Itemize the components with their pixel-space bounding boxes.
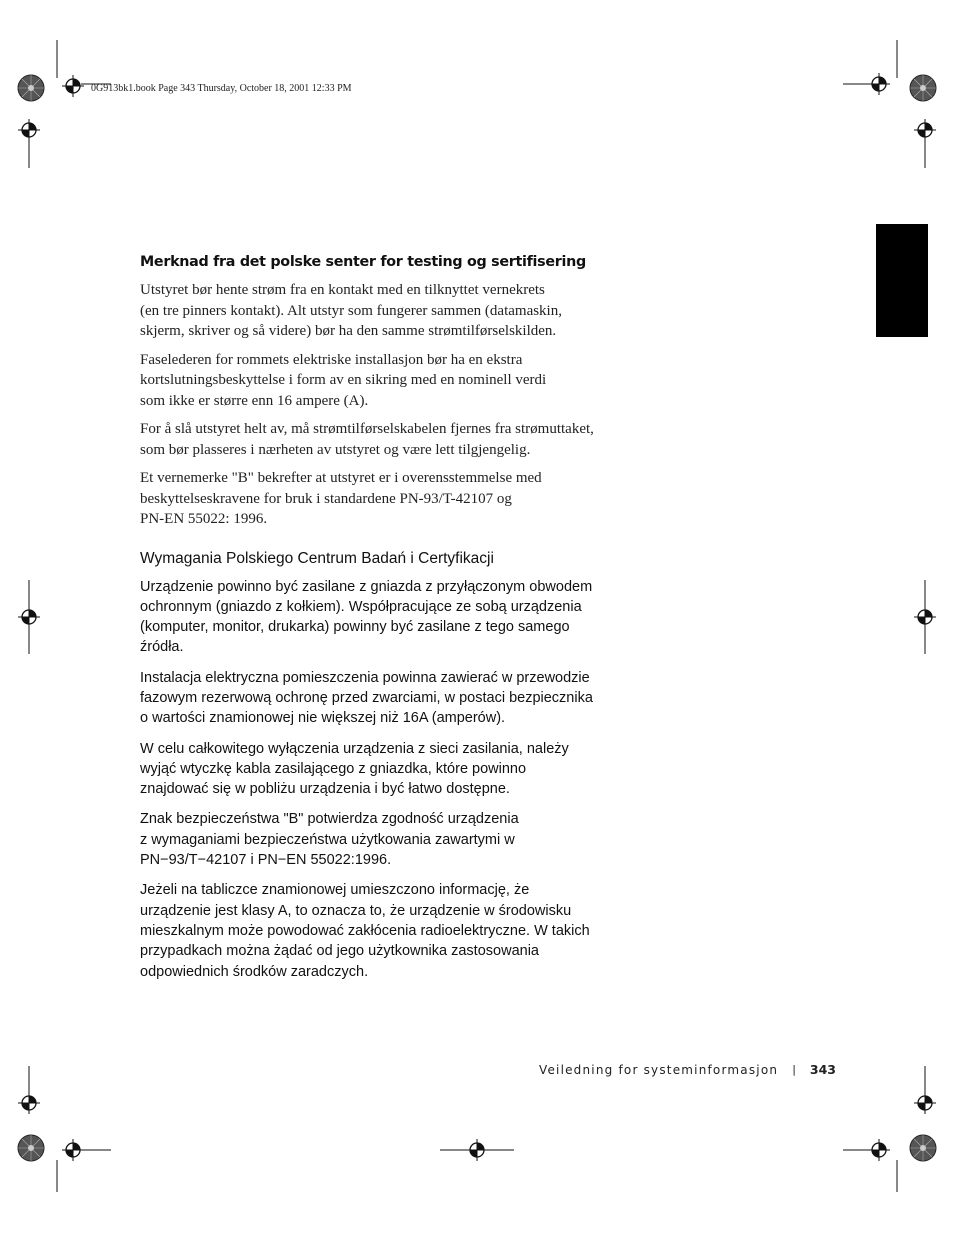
registration-mark-bottom-center [466, 1139, 488, 1161]
registration-mark-left-upper [18, 119, 40, 141]
registration-mark-top-right [868, 73, 890, 95]
registration-star-top-left [18, 75, 44, 101]
registration-mark-left-middle [18, 606, 40, 628]
norwegian-paragraph: Faselederen for rommets elektriske installasjon bør ha en ekstra kortslutningsbeskyttelse i form av en sikring med en nominell verdi som ikke er større enn 16 ampere (A). [140, 351, 547, 409]
registration-mark-right-middle [914, 606, 936, 628]
footer-separator: | [792, 1063, 796, 1076]
registration-star-top-right [910, 75, 936, 101]
registration-mark-right-upper [914, 119, 936, 141]
polish-paragraph: Instalacja elektryczna pomieszczenia powinna zawierać w przewodzie fazowym rezerwową ochronę przed zwarciami, w postaci bezpiecznika o wartości znamionowej nie większej niż 16A (amperów). [140, 669, 593, 727]
footer-label: Veiledning for systeminformasjon [538, 1062, 779, 1077]
page-content [140, 254, 640, 992]
registration-mark-top-left [62, 75, 84, 97]
norwegian-paragraph: Et vernemerke "B" bekrefter at utstyret er i overensstemmelse med beskyttelseskravene for bruk i standardene PN-93/T-42107 og PN-EN 55022: 1996. [140, 470, 542, 527]
registration-mark-bottom-right [868, 1139, 890, 1161]
polish-paragraph: W celu całkowitego wyłączenia urządzenia z sieci zasilania, należy wyjąć wtyczkę kabla zasilającego z gniazdka, które powinno znajdować się w pobliżu urządzenia i być łatwo dostępne. [140, 740, 569, 798]
polish-section-body [140, 577, 640, 982]
registration-mark-right-lower [914, 1092, 936, 1114]
polish-paragraph: Jeżeli na tabliczce znamionowej umieszczono informację, że urządzenie jest klasy A, to oznacza to, że urządzenie w środowisku mieszkalnym może powodować zakłócenia radioelektryczne. W takich przypadkach można żądać od jego użytkownika zastosowania odpowiednich środków zaradczych. [140, 882, 590, 980]
page-number: 343 [809, 1062, 836, 1077]
polish-paragraph: Znak bezpieczeństwa "B" potwierdza zgodność urządzenia z wymaganiami bezpieczeństwa użytkowania zawartymi w PN−93/T−42107 i PN−EN 55022:1996. [140, 811, 519, 869]
registration-mark-left-lower [18, 1092, 40, 1114]
registration-star-bottom-right [910, 1135, 936, 1161]
chapter-thumb-tab [876, 224, 928, 337]
polish-paragraph: Urządzenie powinno być zasilane z gniazda z przyłączonym obwodem ochronnym (gniazdo z kołkiem). Współpracujące ze sobą urządzenia (komputer, monitor, drukarka) powinny być zasilane z tego samego źródła. [140, 578, 593, 656]
page-footer [539, 1062, 836, 1077]
registration-star-bottom-left [18, 1135, 44, 1161]
polish-section-title: Wymagania Polskiego Centrum Badań i Certyfikacji [140, 549, 494, 567]
print-slug: 0G913bk1.book Page 343 Thursday, October 18, 2001 12:33 PM [91, 83, 352, 94]
registration-mark-bottom-left [62, 1139, 84, 1161]
norwegian-section-body [140, 280, 640, 530]
norwegian-paragraph: Utstyret bør hente strøm fra en kontakt med en tilknyttet vernekrets (en tre pinners kontakt). Alt utstyr som fungerer sammen (datamaskin, skjerm, skriver og så videre) bør ha den samme strømtilførselskilden. [140, 282, 562, 339]
norwegian-paragraph: For å slå utstyret helt av, må strømtilførselskabelen fjernes fra strømuttaket, som bør plasseres i nærheten av utstyret og være lett tilgjengelig. [140, 421, 594, 458]
norwegian-section-title: Merknad fra det polske senter for testing og sertifisering [140, 254, 586, 270]
